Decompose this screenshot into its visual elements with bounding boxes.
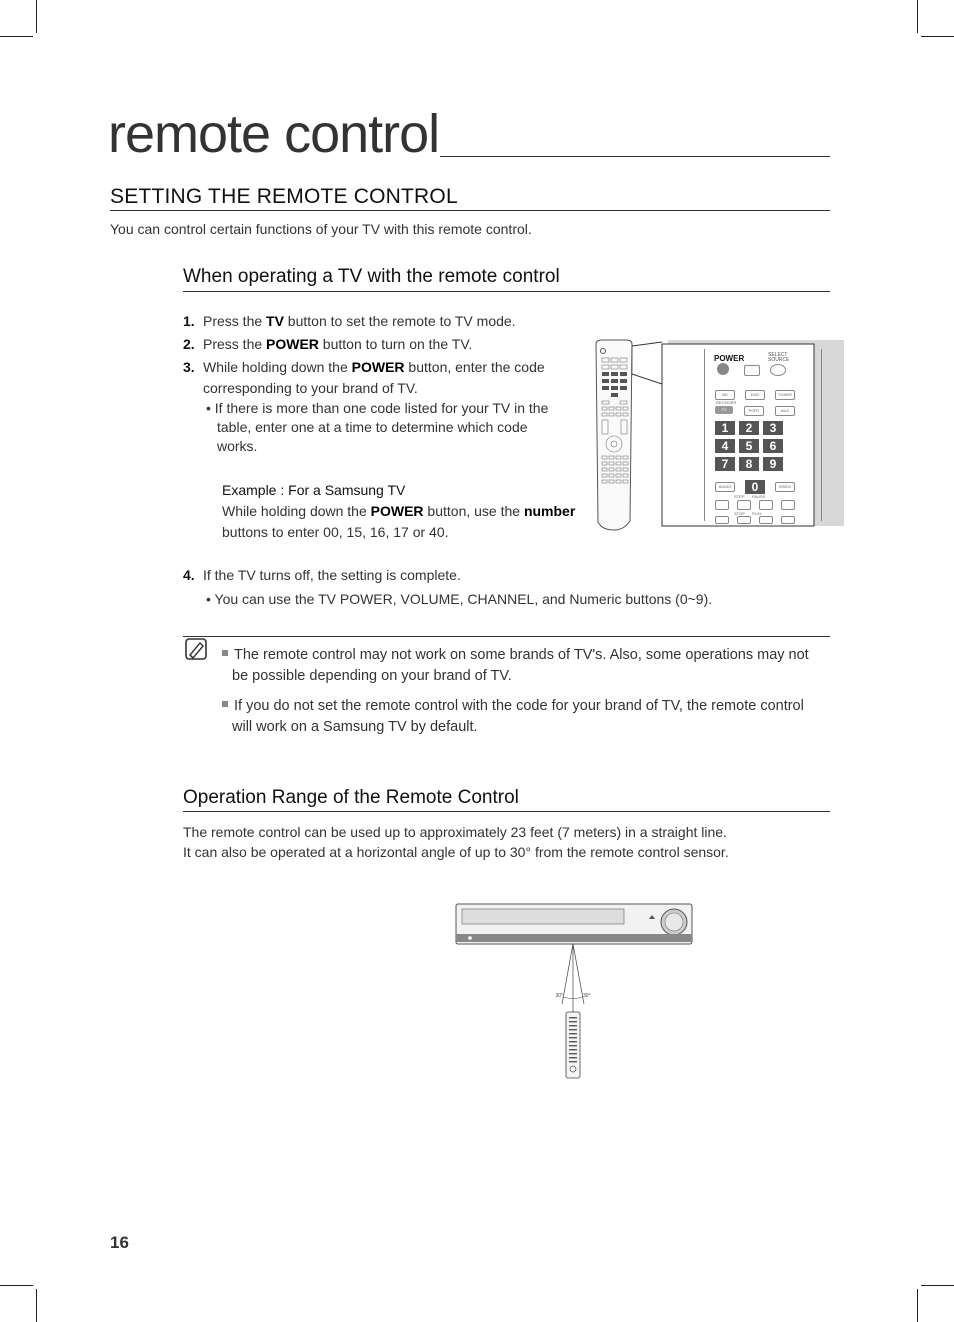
step-1 [183,311,516,332]
zoom-mode-button: PORT [744,406,764,416]
step-text: button, enter the code [404,359,545,375]
zoom-row5 [715,480,795,494]
step-number: 1. [183,313,195,329]
disc-tray [462,909,624,924]
bullet-square-icon [222,650,228,656]
example-line2: buttons to enter 00, 15, 16, 17 or 40. [222,524,449,540]
step-3-bullet-line2: table, enter one at a time to determine which code [217,419,528,435]
example-bold: number [523,503,576,519]
step-text: button to set the remote to TV mode. [283,313,516,329]
zoom-power-button [717,363,729,375]
zoom-video-button: VIDEO [775,482,795,492]
zoom-transport-row2 [715,516,795,524]
angle-label-left: 30° [555,993,563,999]
page-number: 16 [110,1233,129,1252]
zoom-digit-button: 9 [763,457,783,471]
zoom-stop-label: STOP [734,511,745,516]
zoom-pause-button [759,500,773,510]
zoom-digit-button: 2 [739,421,759,435]
step-bold: TV [266,313,284,329]
zoom-source-label: SELECT SOURCE [768,352,790,363]
callout-line [632,342,662,346]
tv-section-title: When operating a TV with the remote control [183,266,560,287]
tv-section-rule [183,291,830,292]
zoom-source-button [770,364,786,376]
zoom-row1 [715,390,795,405]
note-rule [183,636,830,637]
step-number: 2. [183,336,195,352]
crop-mark [36,1289,37,1322]
zoom-stop-button [737,516,751,524]
zoom-row2 [715,406,795,416]
zoom-rewind-button [715,516,729,524]
range-section-title: Operation Range of the Remote Control [183,787,519,808]
small-remote-body [596,340,632,530]
crop-mark [917,1289,918,1322]
step-text: If the TV turns off, the setting is complete. [203,567,461,583]
section-rule [110,210,830,211]
callout-line [632,374,662,384]
note-1 [222,645,830,666]
crop-mark [36,0,37,33]
receiver-base [456,934,692,942]
note-2 [222,696,830,717]
zoom-digit-button: 1 [715,421,735,435]
range-line2: It can also be operated at a horizontal angle of up to 30° from the remote control sensor. [183,844,729,860]
zoom-pause-label: PAUSE [752,494,766,499]
step-text: While holding down the [203,359,352,375]
zoom-number-pad [715,421,783,471]
crop-mark [921,36,954,37]
zoom-eject-button [744,365,760,376]
range-line1: The remote control can be used up to approximately 23 feet (7 meters) in a straight line. [183,824,727,840]
chapter-title: remote control [108,104,440,164]
zoom-digit-button: 3 [763,421,783,435]
zoom-transport-row1 [715,500,795,510]
bullet-square-icon [222,701,228,707]
zoom-power-label: POWER [714,354,745,363]
note-1-line2: be possible depending on your brand of TV. [232,668,512,684]
zoom-digit-button: 8 [739,457,759,471]
zoom-step-button [737,500,751,510]
zoom-mode-button: AUX [775,406,795,416]
step-4-bullet: • You can use the TV POWER, VOLUME, CHANNEL, and Numeric buttons (0~9). [206,591,713,607]
zoom-tv-button: TV [715,406,733,414]
step-text: Press the [203,336,267,352]
zoom-play-button [759,516,773,524]
zoom-step-label: STEP [734,494,745,499]
step-number: 4. [183,567,195,583]
step-2 [183,334,472,355]
angle-line-left [562,944,573,1004]
step-bold: POWER [351,359,405,375]
zoom-fast-forward-button [781,516,795,524]
step-3 [183,357,545,378]
zoom-audio-button: AUDIO [715,482,735,492]
step-text: button to turn on the TV. [318,336,473,352]
step-4 [183,565,461,586]
zoom-digit-button: 6 [763,439,783,453]
example-text: While holding down the [222,503,371,519]
chapter-rule [440,156,830,157]
note-text: If you do not set the remote control with the code for your brand of TV, the remote control [234,698,804,714]
crop-mark [921,1285,954,1286]
step-3-bullet-line1: • If there is more than one code listed for your TV in the [206,400,549,416]
sensor-dot [468,936,472,940]
zoom-skip-back-button [715,500,729,510]
example-title: Example : For a Samsung TV [222,482,406,498]
intro-text: You can control certain functions of your TV with this remote control. [110,221,532,237]
example-text: button, use the [423,503,524,519]
example-bold: POWER [370,503,424,519]
zoom-digit-button: 4 [715,439,735,453]
zoom-digit-button: 7 [715,457,735,471]
section-title: SETTING THE REMOTE CONTROL [110,185,458,208]
step-3-bullet-line3: works. [217,438,258,454]
angle-label-right: 30° [583,993,591,999]
step-text: Press the [203,313,267,329]
zoom-mode-button: TUNER [775,390,795,400]
note-2-line2: will work on a Samsung TV by default. [232,719,478,735]
range-section-rule [183,811,830,812]
step-number: 3. [183,359,195,375]
step-3-line2: corresponding to your brand of TV. [203,380,418,396]
zoom-mode-button: BD RECEIVER [716,392,737,405]
note-icon [184,637,210,663]
crop-mark [917,0,918,33]
zoom-play-label: PLAY [752,511,762,516]
step-bold: POWER [266,336,319,352]
crop-mark [0,36,33,37]
zoom-skip-forward-button [781,500,795,510]
note-text: The remote control may not work on some brands of TV's. Also, some operations may not [234,647,809,663]
zoom-digit-button: 5 [739,439,759,453]
zoom-digit-button: 0 [745,480,765,494]
range-illustration [452,900,698,1082]
crop-mark [0,1285,33,1286]
example-line1 [222,501,575,522]
zoom-mode-button: DVD [745,390,765,400]
